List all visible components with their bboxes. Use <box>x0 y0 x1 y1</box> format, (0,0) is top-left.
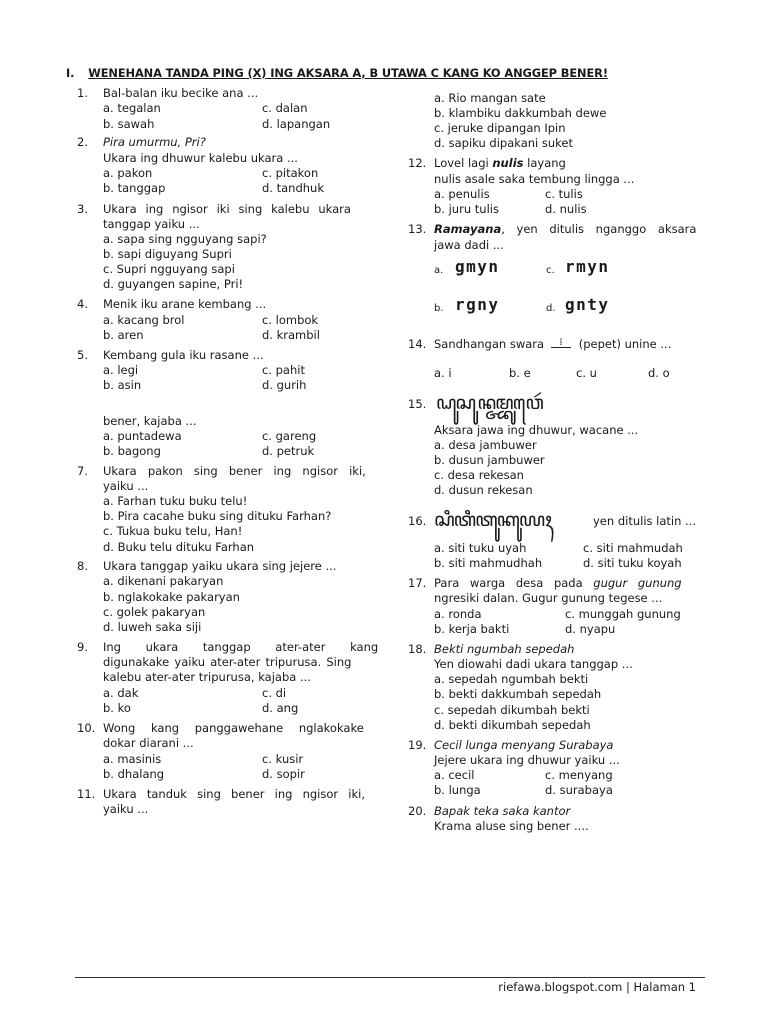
option-c[interactable]: c. gareng <box>262 429 317 443</box>
option-c[interactable]: c. pahit <box>262 363 305 377</box>
question-text-cont: nulis asale saka tembung lingga ... <box>434 172 635 186</box>
question-number: 2. <box>77 135 88 149</box>
option-a[interactable]: gmyn <box>455 257 500 276</box>
option-d[interactable]: d. krambil <box>262 328 320 342</box>
question-text: Ing ukara tanggap ater-ater kang <box>103 640 379 654</box>
question-number: 16. <box>408 514 427 528</box>
text-part: Para warga desa pada <box>434 576 594 590</box>
option-d[interactable]: d. nyapu <box>565 622 616 636</box>
option-d[interactable]: d. gurih <box>262 378 307 392</box>
option-a[interactable]: a. ronda <box>434 607 482 621</box>
question-number: 20. <box>408 804 427 818</box>
option-b[interactable]: b. klambiku dakkumbah dewe <box>434 106 607 120</box>
option-a[interactable]: a. siti tuku uyah <box>434 541 527 555</box>
section-instruction: WENEHANA TANDA PING (X) ING AKSARA A, B UTAWA C KANG KO ANGGEP BENER! <box>88 66 608 80</box>
option-b[interactable]: b. dhalang <box>103 767 165 781</box>
option-c[interactable]: c. u <box>576 366 597 380</box>
question-number: 5. <box>77 348 88 362</box>
emphasized-phrase: gugur gunung <box>593 576 682 590</box>
question-prompt: Cecil lunga menyang Surabaya <box>434 738 614 752</box>
option-a[interactable]: a. kacang brol <box>103 313 185 327</box>
option-b[interactable]: b. tanggap <box>103 181 166 195</box>
option-d[interactable]: d. sapiku dipakani suket <box>434 136 573 150</box>
question-text <box>434 156 566 171</box>
option-d[interactable]: d. tandhuk <box>262 181 324 195</box>
question-text-cont: yaiku ... <box>103 802 149 816</box>
question-number: 11. <box>77 787 96 801</box>
option-b[interactable]: b. lunga <box>434 783 481 797</box>
option-b[interactable]: b. nglakokake pakaryan <box>103 590 240 604</box>
option-c[interactable]: c. desa rekesan <box>434 468 524 482</box>
question-text: Ukara ing ngisor iki sing kalebu ukara <box>103 202 351 216</box>
option-c[interactable]: c. tulis <box>545 187 583 201</box>
option-c[interactable]: c. sepedah dikumbah bekti <box>434 703 590 717</box>
question-text: yen ditulis latin ... <box>593 514 697 528</box>
question-number: 3. <box>77 202 88 216</box>
option-a[interactable]: a. cecil <box>434 768 475 782</box>
option-c[interactable]: c. golek pakaryan <box>103 605 206 619</box>
option-d[interactable]: gnty <box>565 295 610 314</box>
question-prompt: Bapak teka saka kantor <box>434 804 571 818</box>
option-b[interactable]: b. sapi diguyang Supri <box>103 247 232 261</box>
option-c-label: c. <box>546 265 555 276</box>
option-d[interactable]: d. Buku telu dituku Farhan <box>103 540 255 554</box>
question-text: Krama aluse sing bener .... <box>434 819 589 833</box>
question-text: Bal-balan iku becike ana ... <box>103 86 259 100</box>
option-b[interactable]: b. dusun jambuwer <box>434 453 545 467</box>
option-a[interactable]: a. sapa sing ngguyang sapi? <box>103 232 267 246</box>
option-b[interactable]: b. siti mahmudhah <box>434 556 543 570</box>
option-b[interactable]: b. juru tulis <box>434 202 499 216</box>
option-c[interactable]: rmyn <box>565 257 610 276</box>
section-heading <box>66 66 608 80</box>
text-part: Sandhangan swara <box>434 337 545 351</box>
option-c[interactable]: c. siti mahmudah <box>583 541 683 555</box>
option-c[interactable]: c. menyang <box>545 768 613 782</box>
question-text <box>434 222 696 237</box>
question-text: Menik iku arane kembang ... <box>103 297 267 311</box>
option-c[interactable]: c. kusir <box>262 752 304 766</box>
question-number: 15. <box>408 397 427 411</box>
question-text: Kembang gula iku rasane ... <box>103 348 264 362</box>
option-d[interactable]: d. nulis <box>545 202 587 216</box>
option-a[interactable]: a. sepedah ngumbah bekti <box>434 672 589 686</box>
question-text-cont: yaiku ... <box>103 479 149 493</box>
option-b[interactable]: b. sawah <box>103 117 155 131</box>
option-c[interactable]: c. di <box>262 686 287 700</box>
option-d-label: d. <box>546 303 556 314</box>
question-text-cont: jawa dadi ... <box>434 238 504 252</box>
question-text: Ukara ing dhuwur kalebu ukara ... <box>103 151 298 165</box>
option-a[interactable]: a. dikenani pakaryan <box>103 574 224 588</box>
option-a-label: a. <box>434 265 444 276</box>
option-c[interactable]: c. Tukua buku telu, Han! <box>103 524 243 538</box>
question-number: 14. <box>408 337 427 351</box>
option-c[interactable]: c. lombok <box>262 313 319 327</box>
option-d[interactable]: d. siti tuku koyah <box>583 556 682 570</box>
question-text <box>434 337 671 352</box>
question-text: Jejere ukara ing dhuwur yaiku ... <box>434 753 620 767</box>
option-c[interactable]: c. pitakon <box>262 166 319 180</box>
option-a[interactable]: a. legi <box>103 363 139 377</box>
question-text: Yen diowahi dadi ukara tanggap ... <box>434 657 633 671</box>
option-c[interactable]: c. dalan <box>262 101 308 115</box>
option-a[interactable]: a. i <box>434 366 452 380</box>
text-part: layang <box>523 156 566 170</box>
question-prompt: Pira umurmu, Pri? <box>103 135 206 149</box>
question-number: 1. <box>77 86 88 100</box>
question-number: 4. <box>77 297 88 311</box>
page-footer: riefawa.blogspot.com | Halaman 1 <box>498 980 696 994</box>
question-number: 19. <box>408 738 427 752</box>
option-b-label: b. <box>434 303 444 314</box>
question-text: bener, kajaba ... <box>103 414 197 428</box>
question-text: Wong kang panggawehane nglakokake <box>103 721 364 735</box>
option-b[interactable]: b. kerja bakti <box>434 622 510 636</box>
option-b[interactable]: b. bagong <box>103 444 161 458</box>
javanese-script: ꦝꦸꦱꦸꦤ꧀ꦗꦩ꧀ꦧꦸꦮꦺꦂ <box>436 392 543 414</box>
option-d[interactable]: d. ang <box>262 701 299 715</box>
option-d[interactable]: d. sopir <box>262 767 305 781</box>
option-a[interactable]: a. masinis <box>103 752 162 766</box>
footer-divider <box>75 977 705 978</box>
option-d[interactable]: d. luweh saka siji <box>103 620 202 634</box>
text-part: (pepet) unine ... <box>578 337 672 351</box>
question-text <box>434 576 682 591</box>
question-text-cont: digunakake yaiku ater-ater tripurusa. Sing <box>103 655 352 669</box>
question-text-cont: dokar diarani ... <box>103 736 194 750</box>
option-a[interactable]: a. Rio mangan sate <box>434 91 546 105</box>
question-text: Aksara jawa ing dhuwur, wacane ... <box>434 423 639 437</box>
question-number: 13. <box>408 222 427 236</box>
option-b[interactable]: b. aren <box>103 328 144 342</box>
text-part: Lovel lagi <box>434 156 493 170</box>
text-part: , yen ditulis nganggo aksara <box>501 222 697 236</box>
option-b[interactable]: b. e <box>509 366 531 380</box>
question-prompt: Bekti ngumbah sepedah <box>434 642 575 656</box>
option-b[interactable]: b. Pira cacahe buku sing dituku Farhan? <box>103 509 332 523</box>
question-number: 9. <box>77 640 88 654</box>
option-a[interactable]: a. Farhan tuku buku telu! <box>103 494 248 508</box>
question-text: Ukara pakon sing bener ing ngisor iki, <box>103 464 366 478</box>
option-d[interactable]: d. dusun rekesan <box>434 483 533 497</box>
question-text: Ukara tanggap yaiku ukara sing jejere ... <box>103 559 337 573</box>
question-text-cont: ngresiki dalan. Gugur gunung tegese ... <box>434 591 663 605</box>
question-number: 12. <box>408 156 427 170</box>
option-a[interactable]: a. penulis <box>434 187 490 201</box>
option-b[interactable]: b. ko <box>103 701 131 715</box>
option-d[interactable]: d. surabaya <box>545 783 613 797</box>
option-a[interactable]: a. desa jambuwer <box>434 438 537 452</box>
question-text-cont: kalebu ater-ater tripurusa, kajaba ... <box>103 670 311 684</box>
option-c[interactable]: c. munggah gunung <box>565 607 681 621</box>
option-d[interactable]: d. bekti dikumbah sepedah <box>434 718 591 732</box>
option-a[interactable]: a. dak <box>103 686 139 700</box>
option-c[interactable]: c. Supri ngguyang sapi <box>103 262 235 276</box>
question-number: 18. <box>408 642 427 656</box>
option-d[interactable]: d. o <box>648 366 670 380</box>
emphasized-word: Ramayana <box>434 222 502 236</box>
javanese-script: ꦱꦶꦠꦶꦠꦸꦏꦸꦪꦃ <box>434 509 551 531</box>
question-number: 8. <box>77 559 88 573</box>
question-number: 17. <box>408 576 427 590</box>
emphasized-word: nulis <box>492 156 524 170</box>
question-text-cont: tanggap yaiku ... <box>103 217 200 231</box>
option-a[interactable]: a. puntadewa <box>103 429 182 443</box>
question-text: Ukara tanduk sing bener ing ngisor iki, <box>103 787 365 801</box>
option-d[interactable]: d. lapangan <box>262 117 331 131</box>
question-number: 7. <box>77 464 88 478</box>
pepet-sandhangan-glyph <box>551 337 571 348</box>
option-d[interactable]: d. guyangen sapine, Pri! <box>103 277 244 291</box>
option-b[interactable]: b. bekti dakkumbah sepedah <box>434 687 602 701</box>
option-a[interactable]: a. pakon <box>103 166 153 180</box>
option-b[interactable]: rgny <box>455 295 500 314</box>
question-number: 10. <box>77 721 96 735</box>
option-b[interactable]: b. asin <box>103 378 142 392</box>
option-d[interactable]: d. petruk <box>262 444 315 458</box>
section-number: I. <box>66 66 75 80</box>
option-c[interactable]: c. jeruke dipangan Ipin <box>434 121 566 135</box>
option-a[interactable]: a. tegalan <box>103 101 161 115</box>
